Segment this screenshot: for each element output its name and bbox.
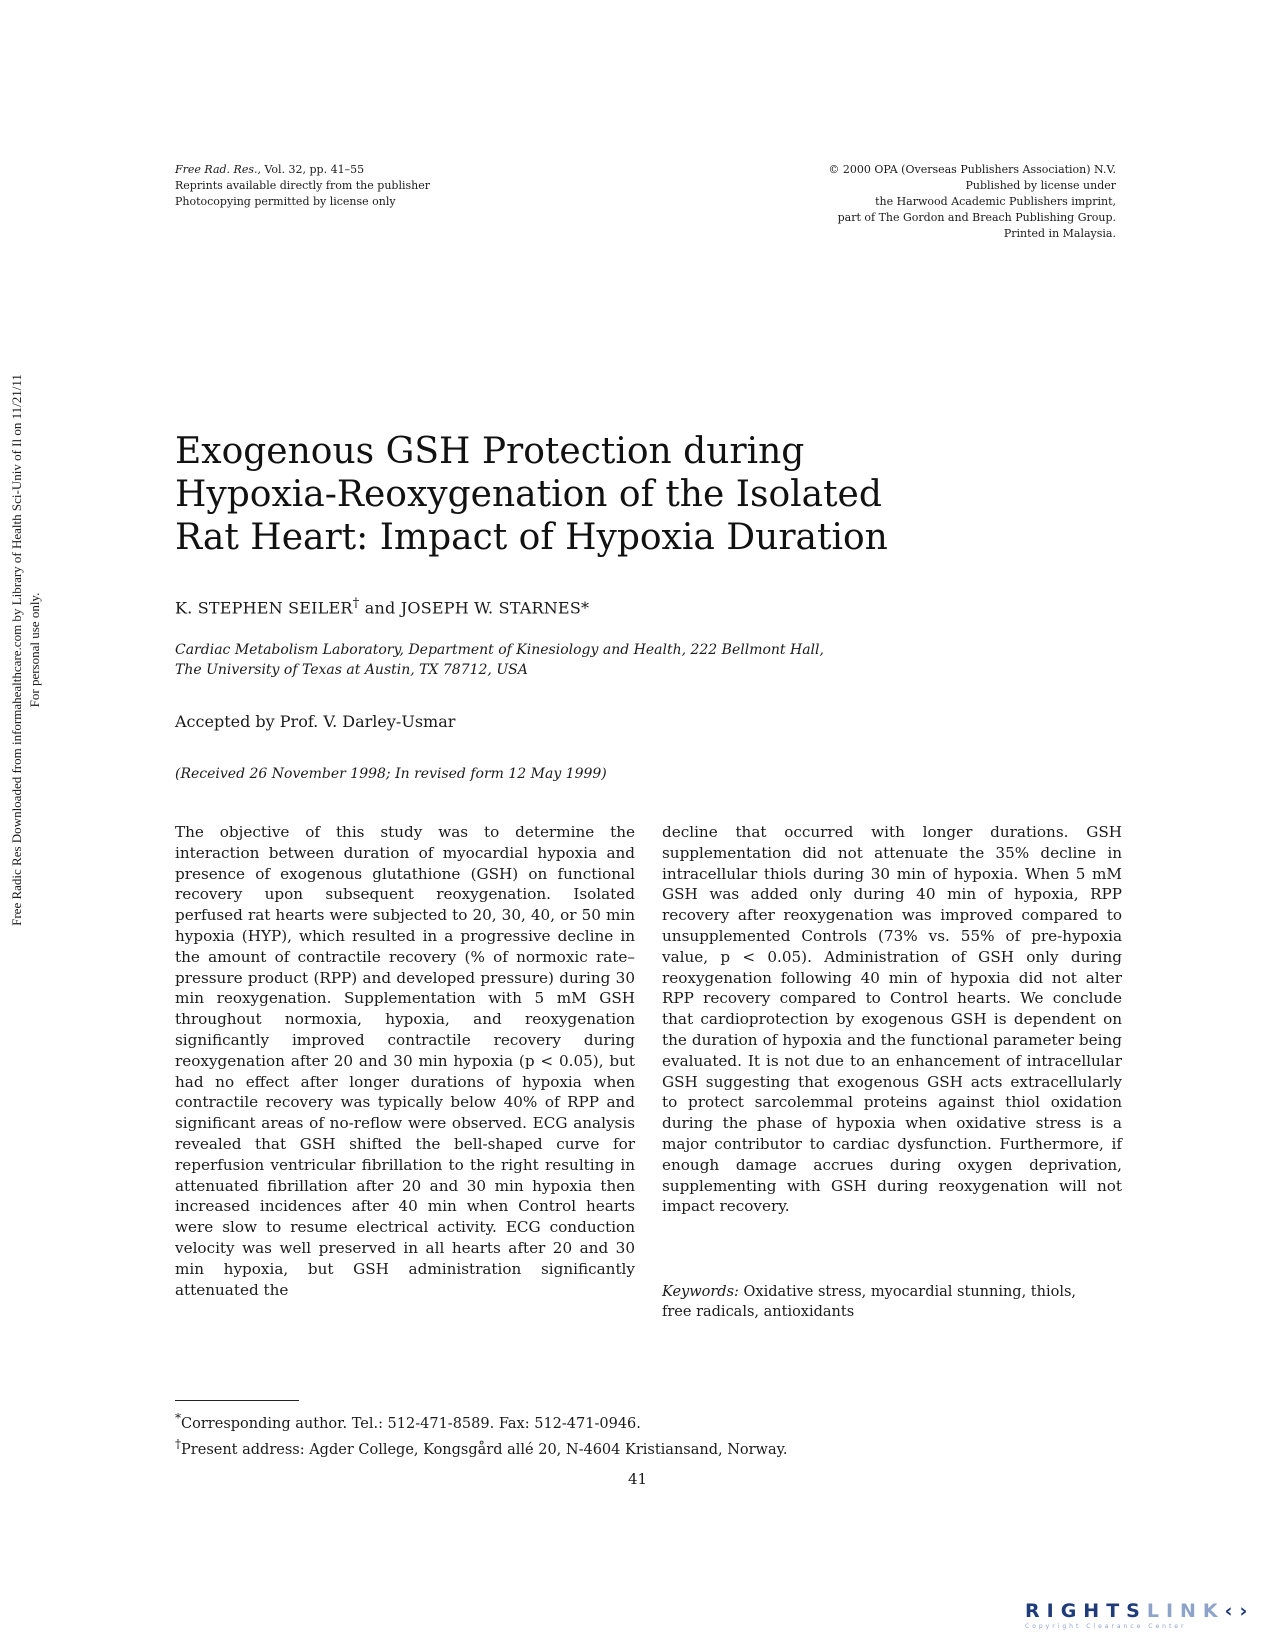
abstract-right-column: decline that occurred with longer durations. GSH supplementation did not attenuate the 35% decline in intracellular thiols during 30 min of hypoxia. When 5 mM GSH was added only during 40 min of hypoxia, RPP recovery after reoxygenation was improved compared to unsupplemented Controls (73% vs. 55% of pre-hypoxia value, p < 0.05). Administration of GSH only during reoxygenation following 40 min of hypoxia did not alter RPP recovery compared to Control hearts. We conclude that cardioprotection by exogenous GSH is dependent on the duration of hypoxia and the functional parameter being evaluated. It is not due to an enhancement of intracellular GSH suggesting that exogenous GSH acts extracellularly to protect sarcolemmal proteins against thiol oxidation during the phase of hypoxia when oxidative stress is a major contributor to cardiac dysfunction. Furthermore, if enough damage accrues during oxygen deprivation, supplementing with GSH during reoxygenation will not impact recovery. (662, 823, 1122, 1216)
printed-line: Printed in Malaysia. (1003, 227, 1116, 240)
keywords-text: Oxidative stress, myocardial stunning, thiols, (738, 1284, 1077, 1300)
copyright-block (720, 162, 1116, 242)
abstract-left-column: The objective of this study was to determine the interaction between duration of myocardial hypoxia and presence of exogenous glutathione (GSH) on functional recovery upon subsequent reoxygenation. Isolated perfused rat hearts were subjected to 20, 30, 40, or 50 min hypoxia (HYP), which resulted in a progressive decline in the amount of contractile recovery (% of normoxic rate–pressure product (RPP) and developed pressure) during 30 min reoxygenation. Supplementation with 5 mM GSH throughout normoxia, hypoxia, and reoxygenation significantly improved contractile recovery during reoxygenation after 20 and 30 min hypoxia (p < 0.05), but had no effect after longer durations of hypoxia when contractile recovery was typically below 40% of RPP and significant areas of no-reflow were observed. ECG analysis revealed that GSH shifted the bell-shaped curve for reperfusion ventricular fibrillation to the right resulting in attenuated fibrillation after 20 and 30 min hypoxia then increased incidences after 40 min when Control hearts were slow to resume electrical activity. ECG conduction velocity was well preserved in all hearts after 20 and 30 min hypoxia, but GSH administration significantly attenuated the (175, 823, 635, 1299)
imprint-line: the Harwood Academic Publishers imprint, (875, 195, 1116, 208)
keywords-line-1 (662, 1282, 1122, 1302)
author-list (175, 596, 589, 617)
journal-name: Free Rad. Res. (175, 163, 258, 176)
keywords-line-2: free radicals, antioxidants (662, 1304, 855, 1320)
dagger-mark: † (175, 1436, 182, 1451)
dagger-mark: † (352, 596, 360, 611)
page-number: 41 (627, 1470, 648, 1488)
footnote-text: Corresponding author. Tel.: 512-471-8589. Fax: 512-471-0946. (181, 1415, 641, 1432)
logo-text-dark: RIGHTS (1025, 1600, 1147, 1622)
affiliation-line-1: Cardiac Metabolism Laboratory, Department of Kinesiology and Health, 222 Bellmont Hall, (175, 642, 824, 658)
received-dates: (Received 26 November 1998; In revised form 12 May 1999) (175, 766, 607, 782)
author-conjunction: and (359, 598, 401, 618)
license-line: Published by license under (965, 179, 1116, 192)
title-line-2: Hypoxia-Reoxygenation of the Isolated (175, 474, 882, 515)
affiliation-line-2: The University of Texas at Austin, TX 78712, USA (175, 662, 528, 678)
rightslink-wordmark (1025, 1600, 1255, 1622)
footnote-corresponding (175, 1408, 787, 1434)
asterisk-mark: * (580, 598, 590, 618)
paper-title (175, 430, 895, 559)
volume-pages: , Vol. 32, pp. 41–55 (257, 163, 365, 176)
download-stamp-line-2: For personal use only. (27, 592, 42, 708)
footnotes (175, 1408, 787, 1460)
title-line-3: Rat Heart: Impact of Hypoxia Duration (175, 517, 888, 558)
download-stamp-line-1: Free Radic Res Downloaded from informahealthcare.com by Library of Health Sci-Univ of Il on 11/21/11 (9, 374, 24, 926)
copyright-line: © 2000 OPA (Overseas Publishers Association) N.V. (828, 163, 1116, 176)
affiliation (175, 640, 935, 680)
journal-citation-block (175, 162, 595, 210)
title-line-1: Exogenous GSH Protection during (175, 431, 805, 472)
reprints-note: Reprints available directly from the publisher (175, 179, 430, 192)
author-name: JOSEPH W. STARNES (400, 598, 581, 618)
rightslink-logo (1025, 1600, 1255, 1638)
journal-citation-line (175, 162, 595, 178)
footnote-text: Present address: Agder College, Kongsgård allé 20, N-4604 Kristiansand, Norway. (181, 1441, 788, 1458)
keywords-label: Keywords: (662, 1284, 739, 1300)
download-stamp (8, 150, 54, 1150)
footnote-present-address (175, 1434, 787, 1460)
logo-subtitle: Copyright Clearance Center (1025, 1623, 1187, 1630)
publisher-group-line: part of The Gordon and Breach Publishing Group. (837, 211, 1116, 224)
author-name: K. STEPHEN SEILER (175, 598, 353, 618)
photocopy-note: Photocopying permitted by license only (175, 195, 396, 208)
asterisk-mark: * (175, 1411, 182, 1425)
keywords (662, 1282, 1122, 1322)
accepted-by: Accepted by Prof. V. Darley-Usmar (175, 712, 456, 731)
logo-symbol-icon: ‹› (1224, 1600, 1255, 1622)
footnote-divider (175, 1400, 299, 1401)
logo-text-light: LINK (1146, 1600, 1225, 1622)
